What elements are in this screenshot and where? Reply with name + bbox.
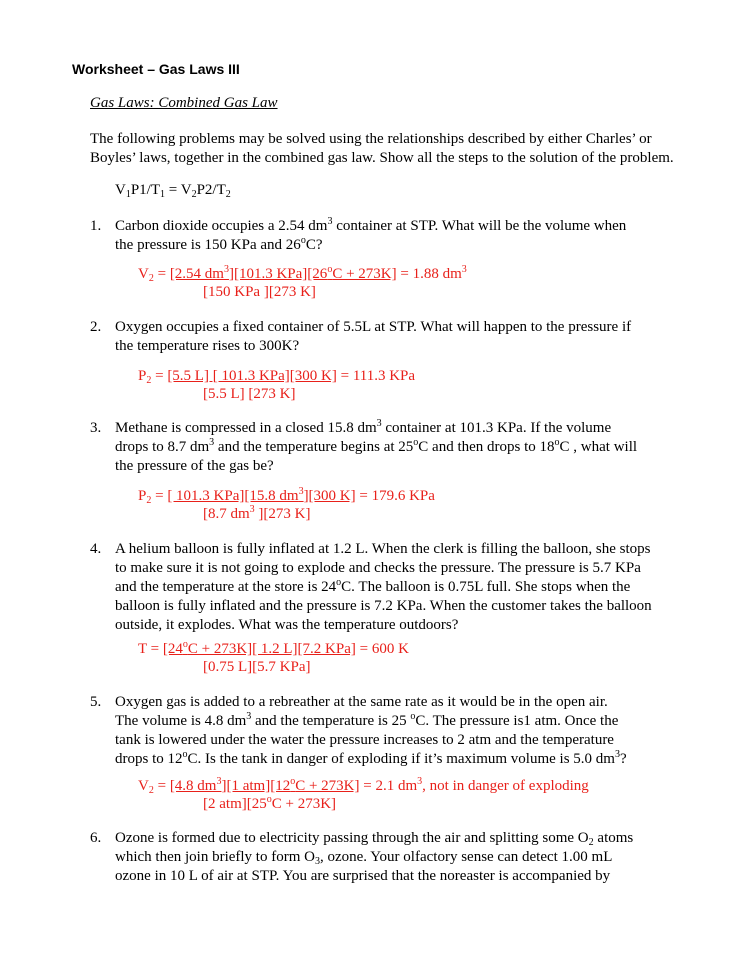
question-line: Carbon dioxide occupies a 2.54 $dm^3$ container at STP. What will be the volume when [115, 216, 627, 234]
question-line: A helium balloon is fully inflated at 1.2 L. When the clerk is filling the balloon, she stops [115, 541, 651, 557]
worksheet-title: Worksheet – Gas Laws III [72, 61, 240, 77]
question-line: and the temperature at the store is 24$^o$C. The balloon is 0.75L full. She stops when the [115, 577, 631, 595]
question-line: balloon is fully inflated and the pressure is 7.2 KPa. When the customer takes the balloon [115, 598, 652, 614]
question-line: the pressure is 150 KPa and 26$^o$C? [115, 235, 323, 253]
question-number: 1. [90, 218, 102, 234]
section-subtitle: Gas Laws: Combined Gas Law [90, 95, 278, 111]
answer-2-numerator [138, 367, 415, 386]
answer-equation: $T = [24^oC + 273K]$[ 1.2 L][7.2 KPa] = 600 K [138, 639, 409, 657]
answer-equation: $V_2 = [2.54$ $dm^3][101.3$ $KPa][26^oC + 273K] = 1.88$ $dm^3$ [138, 264, 467, 284]
question-line: to make sure it is not going to explode and checks the pressure. The pressure is 5.7 KPa [115, 560, 641, 576]
question-line: the pressure of the gas be? [115, 458, 274, 474]
question-text [115, 829, 633, 886]
question-line: Oxygen occupies a fixed container of 5.5L at STP. What will happen to the pressure if [115, 319, 632, 335]
intro-paragraph [90, 130, 674, 168]
answer-4-denominator: [0.75 L][5.7 KPa] [203, 659, 311, 675]
question-line: tank is lowered under the water the pressure increases to 2 atm and the temperature [115, 732, 614, 748]
answer-equation: $V_2 = [4.8$ $dm^3][1$ $atm][12^oC + 273K] = 2.1$ $dm^3$, not in danger of exploding [138, 776, 589, 796]
intro-line: The following problems may be solved using the relationships described by either Charles’ or [90, 131, 652, 147]
answer-1-numerator [138, 265, 467, 284]
question-line: Ozone is formed due to electricity passing through the air and splitting some $O_2$ atoms [115, 830, 634, 848]
question-line: Methane is compressed in a closed 15.8 $dm^3$ container at 101.3 KPa. If the volume [115, 418, 612, 436]
question-line: drops to 8.7 $dm^3$ and the temperature begins at 25$^o$C and then drops to 18$^o$C , what will [115, 437, 638, 455]
answer-4-numerator [138, 640, 409, 659]
question-line: the temperature rises to 300K? [115, 338, 300, 354]
question-text [115, 217, 626, 255]
answer-equation: $P_2$ = [ 101.3 KPa][15.8 $dm^3][300$ K] = 179.6 KPa [138, 486, 435, 506]
combined-gas-law-formula: $V_1P1/T_1 = V_2P2/T_2$ [115, 182, 231, 200]
answer-3-numerator [138, 487, 435, 506]
question-number: 6. [90, 830, 102, 846]
question-text [115, 419, 637, 476]
answer-equation: $P_2 = [5.5$ L] [ 101.3 KPa][300 K] = 111.3 KPa [138, 368, 416, 386]
question-line: which then join briefly to form $O_3$, ozone. Your olfactory sense can detect 1.00 mL [115, 849, 613, 867]
answer-5-numerator [138, 777, 589, 796]
question-text [115, 540, 652, 635]
question-number: 3. [90, 420, 102, 436]
answer-3-denominator: [8.7 $dm^3$ ][273 K] [203, 504, 311, 522]
answer-2-denominator: [5.5 L] [273 K] [203, 386, 296, 402]
question-line: drops to 12$^o$C. Is the tank in danger of exploding if it’s maximum volume is 5.0 $dm^3$? [115, 749, 627, 767]
answer-1-denominator: [150 KPa ][273 K] [203, 284, 316, 300]
question-number: 5. [90, 694, 102, 710]
question-line: outside, it explodes. What was the temperature outdoors? [115, 617, 459, 633]
question-number: 4. [90, 541, 102, 557]
intro-line: Boyles’ laws, together in the combined gas law. Show all the steps to the solution of the problem. [90, 150, 674, 166]
answer-5-denominator: [2 $atm][25^oC + 273K]$ [203, 794, 337, 812]
question-line: ozone in 10 L of air at STP. You are surprised that the noreaster is accompanied by [115, 868, 611, 884]
question-text [115, 693, 627, 769]
question-number: 2. [90, 319, 102, 335]
question-line: The volume is 4.8 $dm^3$ and the temperature is 25 $^o$C. The pressure is1 atm. Once the [115, 711, 619, 729]
question-text [115, 318, 631, 356]
question-line: Oxygen gas is added to a rebreather at the same rate as it would be in the open air. [115, 694, 608, 710]
